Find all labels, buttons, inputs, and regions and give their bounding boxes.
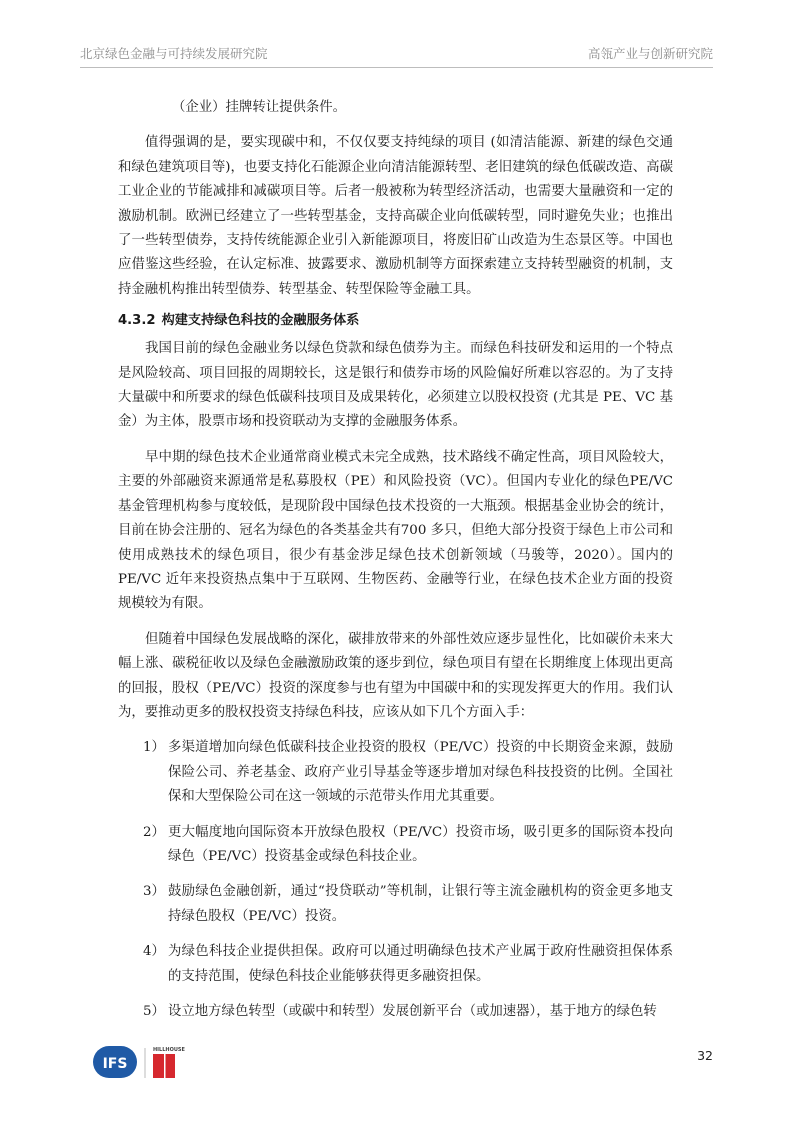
paragraph-outlook: 但随着中国绿色发展战略的深化，碳排放带来的外部性效应逐步显性化，比如碳价未来大幅上涨、碳税征收以及绿色金融激励政策的逐步到位，绿色项目有望在长期维度上体现出更高的回报，股权（PE/VC）投资的深度参与也有望为中国碳中和的实现发挥更大的作用。我们认为，要推动更多的股权投资支持绿色科技，应该从如下几个方面入手： bbox=[118, 631, 673, 720]
list-item bbox=[118, 736, 673, 809]
list-item-number: 3） bbox=[143, 884, 165, 900]
list-item-text: 更大幅度地向国际资本开放绿色股权（PE/VC）投资市场，吸引更多的国际资本投向绿色（PE/VC）投资基金或绿色科技企业。 bbox=[168, 824, 673, 864]
page-number: 32 bbox=[697, 1048, 713, 1063]
list-item-text: 设立地方绿色转型（或碳中和转型）发展创新平台（或加速器），基于地方的绿色转 bbox=[168, 1004, 657, 1019]
paragraph-green-tech: 我国目前的绿色金融业务以绿色贷款和绿色债券为主。而绿色科技研发和运用的一个特点是风险较高、项目回报的周期较长，这是银行和债券市场的风险偏好所难以容忍的。为了支持大量碳中和所要求的绿色低碳科技项目及成果转化，必须建立以股权投资 (尤其是 PE、VC 基金）为主体，股票市场和投资联动为支撑的金融服务体系。 bbox=[118, 341, 673, 430]
list-item-text: 鼓励绿色金融创新，通过“投贷联动”等机制，让银行等主流金融机构的资金更多地支持绿色股权（PE/VC）投资。 bbox=[168, 884, 673, 924]
list-item-text: 多渠道增加向绿色低碳科技企业投资的股权（PE/VC）投资的中长期资金来源，鼓励保险公司、养老基金、政府产业引导基金等逐步增加对绿色科技投资的比例。全国社保和大型保险公司在这一领域的示范带头作用尤其重要。 bbox=[168, 740, 673, 805]
page-body bbox=[118, 96, 673, 1024]
page-header bbox=[80, 40, 713, 66]
hillhouse-logo-text: HILLHOUSE bbox=[153, 1047, 185, 1053]
header-right-title: 高瓴产业与创新研究院 bbox=[587, 46, 713, 61]
list-item bbox=[118, 940, 673, 989]
header-divider bbox=[80, 67, 713, 68]
list-item bbox=[118, 1000, 673, 1024]
header-left-title: 北京绿色金融与可持续发展研究院 bbox=[80, 46, 268, 61]
list-item bbox=[118, 880, 673, 929]
list-item bbox=[118, 821, 673, 870]
list-item-number: 5） bbox=[143, 1004, 165, 1019]
section-title: 构建支持绿色科技的金融服务体系 bbox=[161, 313, 360, 329]
ifs-hillhouse-logo bbox=[93, 1040, 243, 1082]
paragraph-pe-vc: 早中期的绿色技术企业通常商业模式未完全成熟，技术路线不确定性高，项目风险较大，主要的外部融资来源通常是私募股权（PE）和风险投资（VC）。但国内专业化的绿色PE/VC基金管理机构参与度较低，是现阶段中国绿色技术投资的一大瓶颈。根据基金业协会的统计，目前在协会注册的、冠名为绿色的各类基金共有700 多只，但绝大部分投资于绿色上市公司和使用成熟技术的绿色项目，很少有基金涉足绿色技术创新领域（马骏等，2020）。国内的PE/VC 近年来投资热点集中于互联网、生物医药、金融等行业，在绿色技术企业方面的投资规模较为有限。 bbox=[118, 449, 673, 612]
hillhouse-logo-stripe bbox=[164, 1054, 166, 1078]
section-number: 4.3.2 bbox=[118, 313, 156, 329]
page-footer bbox=[80, 1040, 713, 1080]
ifs-logo-text: IFS bbox=[102, 1056, 128, 1072]
list-item-number: 4） bbox=[143, 944, 165, 960]
section-heading bbox=[118, 309, 673, 333]
list-item-number: 1） bbox=[143, 740, 165, 756]
intro-continuation: （企业）挂牌转让提供条件。 bbox=[172, 100, 347, 115]
list-item-number: 2） bbox=[143, 824, 165, 840]
list-item-text: 为绿色科技企业提供担保。政府可以通过明确绿色技术产业属于政府性融资担保体系的支持范围，使绿色科技企业能够获得更多融资担保。 bbox=[168, 944, 673, 984]
paragraph-transition-finance: 值得强调的是，要实现碳中和，不仅仅要支持纯绿的项目 (如清洁能源、新建的绿色交通和绿色建筑项目等)，也要支持化石能源企业向清洁能源转型、老旧建筑的绿色低碳改造、高碳工业企业的节能减排和减碳项目等。后者一般被称为转型经济活动，也需要大量融资和一定的激励机制。欧洲已经建立了一些转型基金，支持高碳企业向低碳转型，同时避免失业；也推出了一些转型债券，支持传统能源企业引入新能源项目，将废旧矿山改造为生态景区等。中国也应借鉴这些经验，在认定标准、披露要求、激励机制等方面探索建立支持转型融资的机制，支持金融机构推出转型债券、转型基金、转型保险等金融工具。 bbox=[118, 135, 673, 297]
